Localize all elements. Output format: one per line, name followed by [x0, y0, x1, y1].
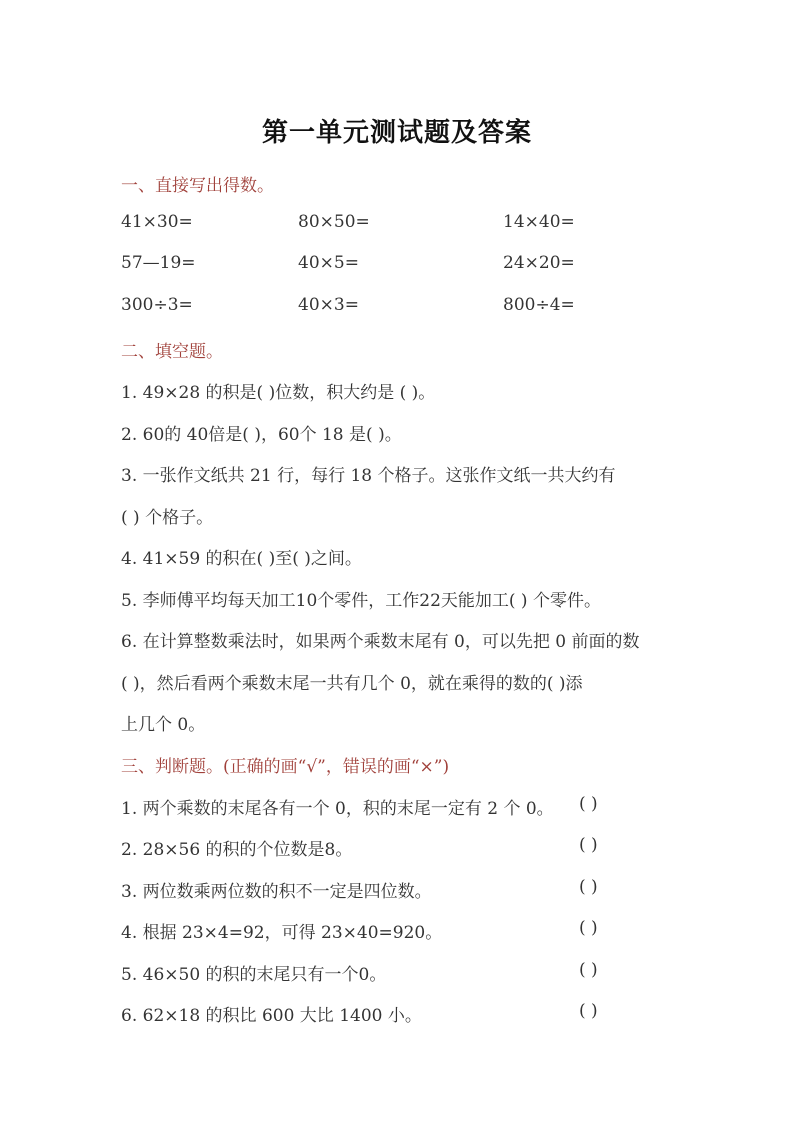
calc-item: 800÷4=	[503, 295, 575, 315]
section3-heading: 三、判断题。(正确的画“√”，错误的画“×”)	[121, 757, 450, 777]
answer-blank: ( )	[579, 1001, 598, 1021]
answer-blank: ( )	[579, 877, 598, 897]
fill-blank-line: 1. 49×28 的积是( )位数，积大约是 ( )。	[121, 383, 436, 403]
calc-item: 57—19=	[121, 253, 196, 273]
fill-blank-line: ( ) 个格子。	[121, 508, 214, 528]
section1-heading: 一、直接写出得数。	[121, 176, 274, 196]
fill-blank-line: ( )，然后看两个乘数末尾一共有几个 0，就在乘得的数的( )添	[121, 674, 583, 694]
judgment-statement: 3. 两位数乘两位数的积不一定是四位数。	[121, 882, 432, 902]
judgment-statement: 6. 62×18 的积比 600 大比 1400 小。	[121, 1006, 422, 1026]
calc-item: 300÷3=	[121, 295, 193, 315]
fill-blank-line: 上几个 0。	[121, 715, 206, 735]
fill-blank-line: 6. 在计算整数乘法时，如果两个乘数末尾有 0，可以先把 0 前面的数	[121, 632, 640, 652]
fill-blank-line: 5. 李师傅平均每天加工10个零件，工作22天能加工( ) 个零件。	[121, 591, 601, 611]
calc-item: 40×5=	[298, 253, 359, 273]
section2-heading: 二、填空题。	[121, 342, 223, 362]
answer-blank: ( )	[579, 960, 598, 980]
answer-blank: ( )	[579, 918, 598, 938]
answer-blank: ( )	[579, 794, 598, 814]
answer-blank: ( )	[579, 835, 598, 855]
calc-item: 40×3=	[298, 295, 359, 315]
calc-item: 41×30=	[121, 212, 193, 232]
calc-item: 24×20=	[503, 253, 575, 273]
judgment-statement: 5. 46×50 的积的末尾只有一个0。	[121, 965, 387, 985]
fill-blank-line: 3. 一张作文纸共 21 行，每行 18 个格子。这张作文纸一共大约有	[121, 466, 616, 486]
judgment-statement: 1. 两个乘数的末尾各有一个 0，积的末尾一定有 2 个 0。	[121, 799, 554, 819]
judgment-statement: 4. 根据 23×4=92，可得 23×40=920。	[121, 923, 443, 943]
calc-item: 14×40=	[503, 212, 575, 232]
fill-blank-line: 4. 41×59 的积在( )至( )之间。	[121, 549, 362, 569]
page-title: 第一单元测试题及答案	[261, 118, 532, 148]
calc-item: 80×50=	[298, 212, 370, 232]
fill-blank-line: 2. 60的 40倍是( )，60个 18 是( )。	[121, 425, 402, 445]
judgment-statement: 2. 28×56 的积的个位数是8。	[121, 840, 353, 860]
